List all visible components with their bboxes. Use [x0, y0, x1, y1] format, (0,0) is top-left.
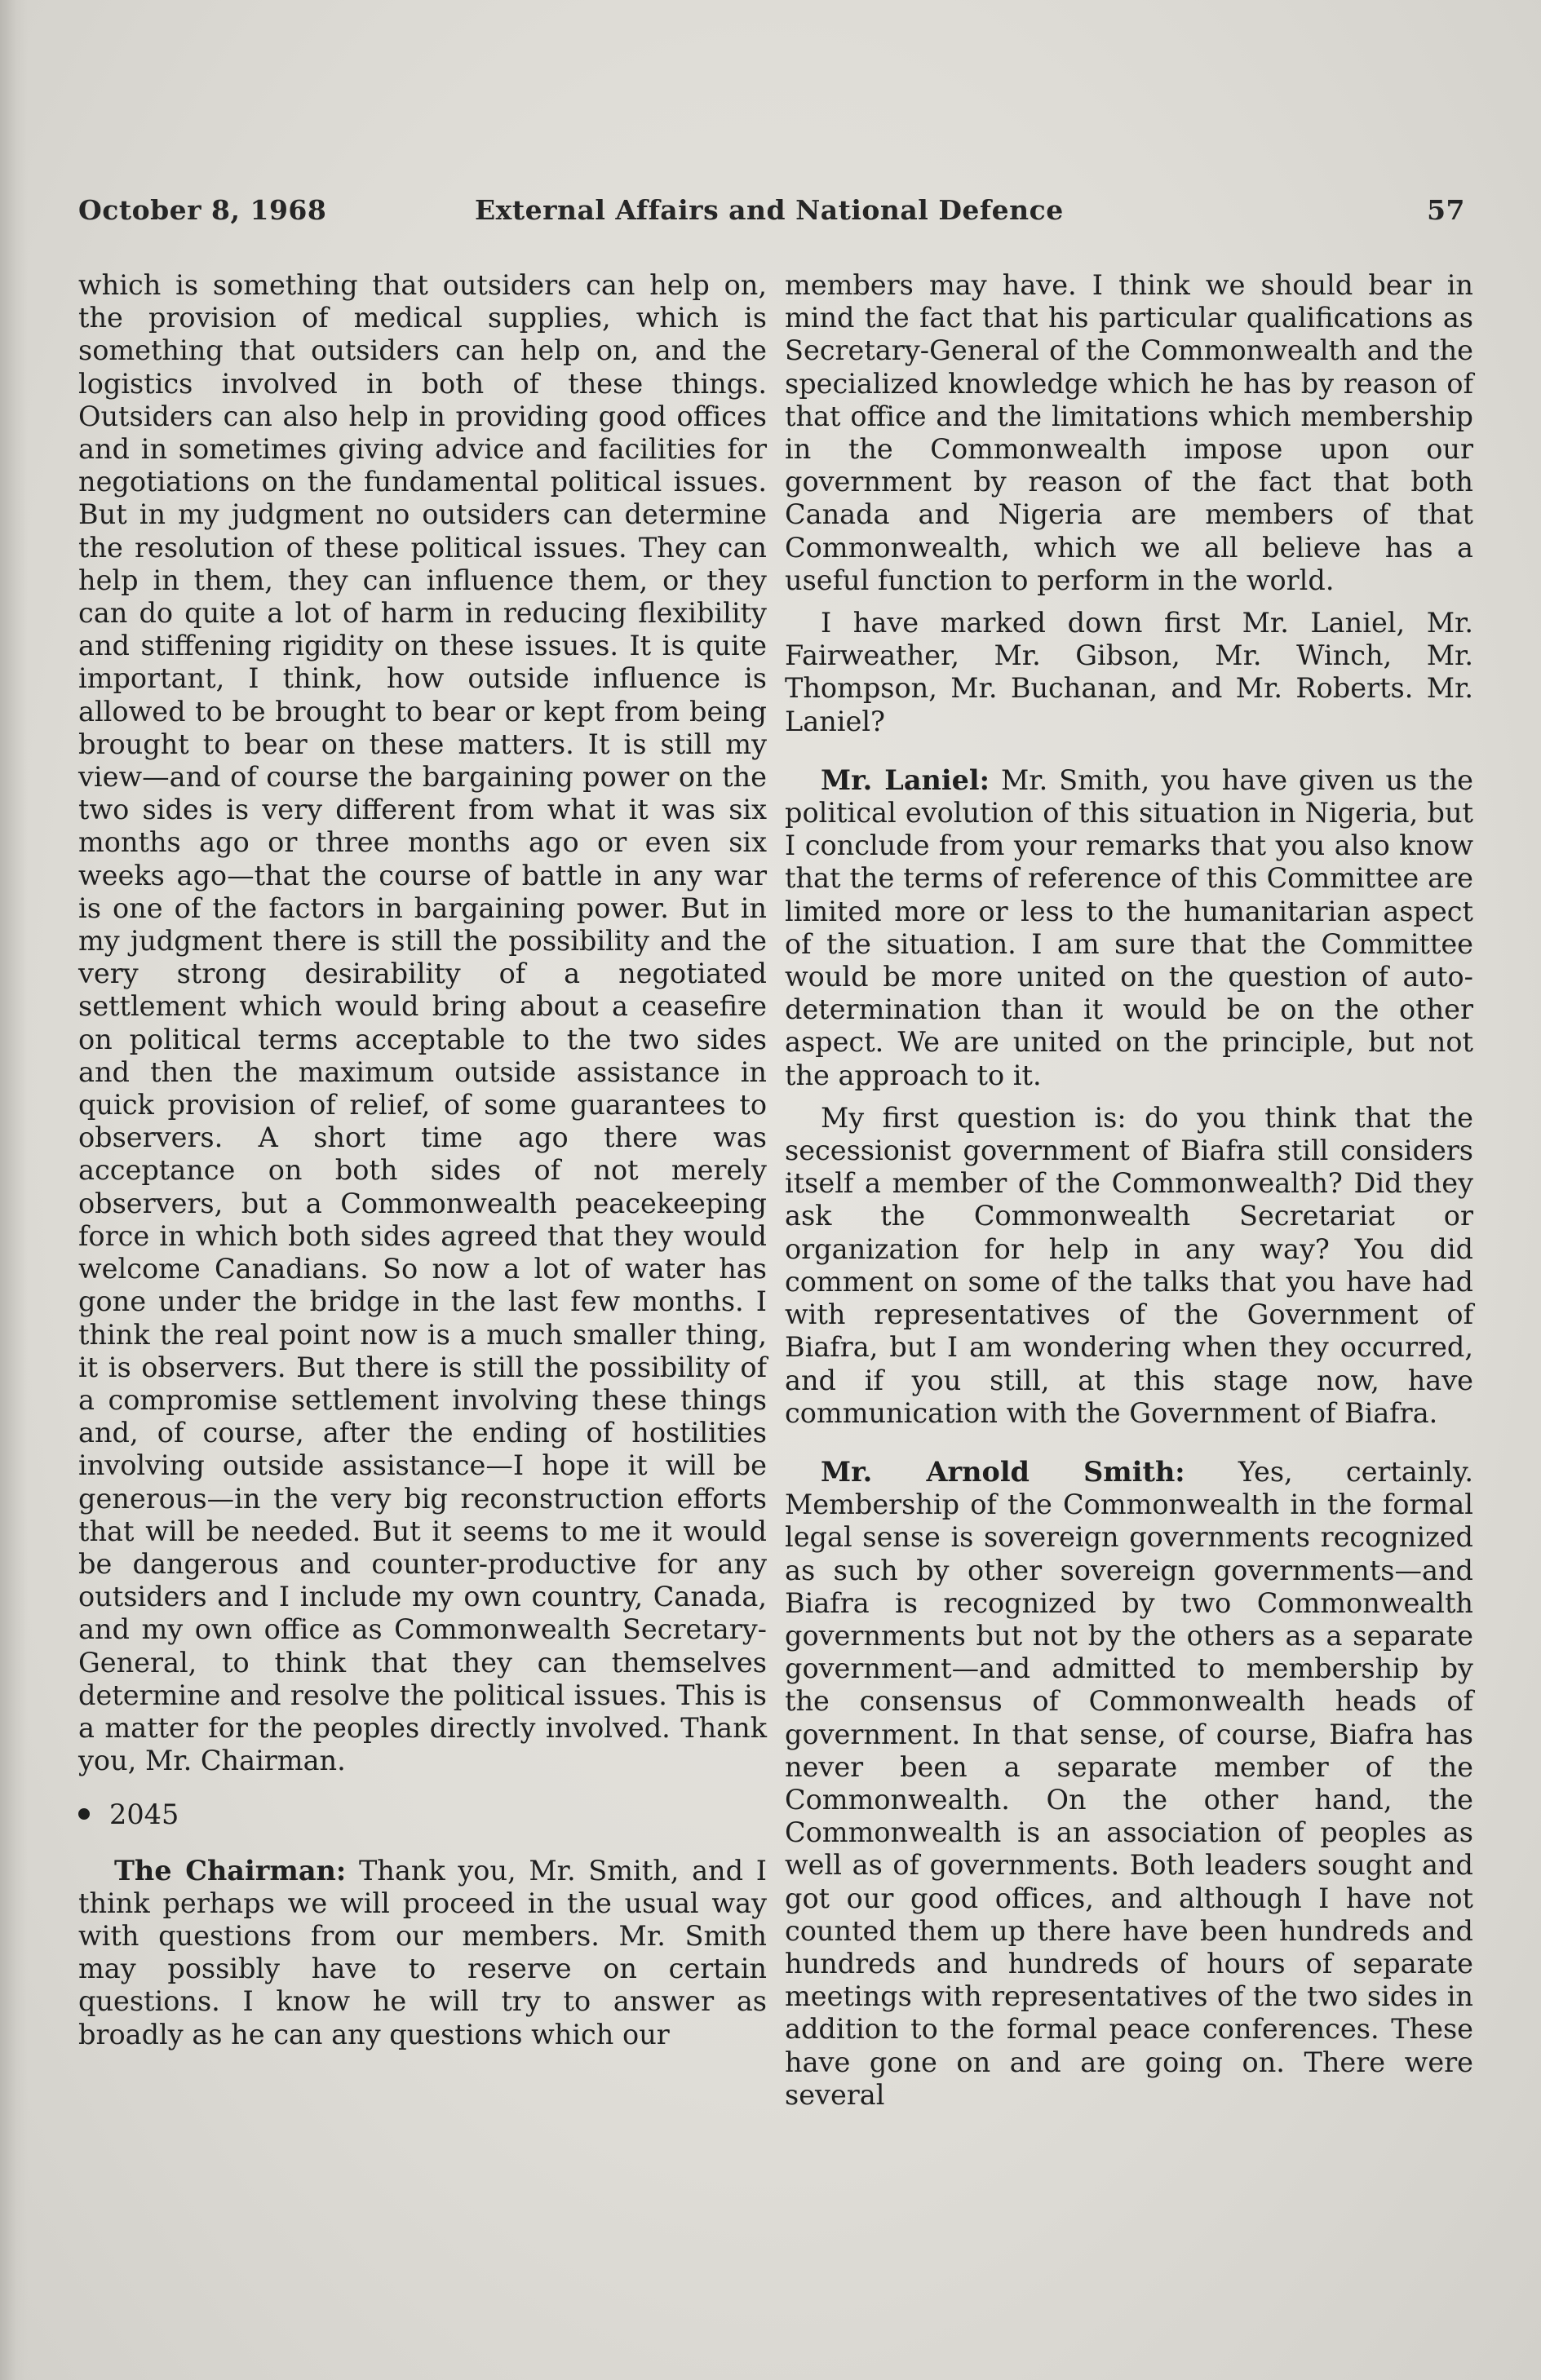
- header-date: October 8, 1968: [78, 194, 327, 226]
- speaker-list-paragraph: I have marked down first Mr. Laniel, Mr. Fairweather, Mr. Gibson, Mr. Winch, Mr. Thompson, Mr. Buchanan, and Mr. Roberts. Mr. Laniel?: [785, 607, 1473, 737]
- left-paragraph-continuation: which is something that outsiders can help on, the provision of medical supplies, which is something that outsiders can help on, and the logistics involved in both of these things. Outsiders can also help in providing good offices and in sometimes giving advice and facilities for negotiations on the fundamental political issues. But in my judgment no outsiders can determine the resolution of these political issues. They can help in them, they can influence them, or they can do quite a lot of harm in reducing flexibility and stiffening rigidity on these issues. It is quite important, I think, how outside influence is allowed to be brought to bear or kept from being brought to bear on these matters. It is still my view—and of course the bargaining power on the two sides is very different from what it was six months ago or three months ago or even six weeks ago—that the course of battle in any war is one of the factors in bargaining power. But in my judgment there is still the possibility and the very strong desirability of a negotiated settlement which would bring about a ceasefire on political terms acceptable to the two sides and then the maximum outside assistance in quick provision of relief, of some guarantees to observers. A short time ago there was acceptance on both sides of not merely observers, but a Commonwealth peacekeeping force in which both sides agreed that they would welcome Canadians. So now a lot of water has gone under the bridge in the last few months. I think the real point now is a much smaller thing, it is observers. But there is still the possibility of a compromise settlement involving these things and, of course, after the ending of hostilities involving outside assistance—I hope it will be generous—in the very big reconstruction efforts that will be needed. But it seems to me it would be dangerous and counter-productive for any outsiders and I include my own country, Canada, and my own office as Commonwealth Secretary-General, to think that they can themselves determine and resolve the political issues. This is a matter for the peoples directly involved. Thank you, Mr. Chairman.: [78, 269, 767, 1777]
- chairman-paragraph: [78, 1855, 767, 2051]
- page-header: [78, 194, 1465, 235]
- right-column: [785, 269, 1473, 2112]
- smith-paragraph: [785, 1456, 1473, 2112]
- left-column: [78, 269, 767, 2051]
- right-paragraph-continuation: members may have. I think we should bear in mind the fact that his particular qualifications as Secretary-General of the Commonwealth and the specialized knowledge which he has by reason of that office and the limitations which membership in the Commonwealth impose upon our government by reason of the fact that both Canada and Nigeria are members of that Commonwealth, which we all believe has a useful function to perform in the world.: [785, 269, 1473, 596]
- smith-text: Yes, certainly. Membership of the Commonwealth in the formal legal sense is sovereign governments recognized as such by other sovereign governments—and Biafra is recognized by two Commonwealth governments but not by the others as a separate government—and admitted to membership by the consensus of Commonwealth heads of government. In that sense, of course, Biafra has never been a separate member of the Commonwealth. On the other hand, the Commonwealth is an association of peoples as well as of governments. Both leaders sought and got our good offices, and although I have not counted them up there have been hundreds and hundreds and hundreds of hours of separate meetings with representatives of the two sides in addition to the formal peace conferences. These have gone on and are going on. There were several: [785, 1455, 1473, 2111]
- speaker-laniel: Mr. Laniel:: [821, 763, 990, 796]
- bullet-icon: [78, 1808, 90, 1820]
- time-marker-text: 2045: [109, 1798, 179, 1831]
- laniel-text: Mr. Smith, you have given us the political evolution of this situation in Nigeria, but I conclude from your remarks that you also know that the terms of reference of this Committee are limited more or less to the humanitarian aspect of the situation. I am sure that the Committee would be more united on the question of auto-determination than it would be on the other aspect. We are united on the principle, but not the approach to it.: [785, 763, 1474, 1091]
- laniel-paragraph: [785, 764, 1473, 1092]
- speaker-arnold-smith: Mr. Arnold Smith:: [821, 1455, 1185, 1488]
- header-title: External Affairs and National Defence: [475, 194, 1064, 226]
- chairman-text: Thank you, Mr. Smith, and I think perhaps we will proceed in the usual way with questions from our members. Mr. Smith may possibly have to reserve on certain questions. I know he will try to answer as broadly as he can any questions which our: [78, 1854, 767, 2050]
- question-paragraph: My first question is: do you think that the secessionist government of Biafra still considers itself a member of the Commonwealth? Did they ask the Commonwealth Secretariat or organization for help in any way? You did comment on some of the talks that you have had with representatives of the Government of Biafra, but I am wondering when they occurred, and if you still, at this stage now, have communication with the Government of Biafra.: [785, 1101, 1473, 1429]
- page-number: 57: [1427, 194, 1465, 226]
- speaker-chairman: The Chairman:: [114, 1854, 347, 1887]
- time-marker: [78, 1798, 767, 1831]
